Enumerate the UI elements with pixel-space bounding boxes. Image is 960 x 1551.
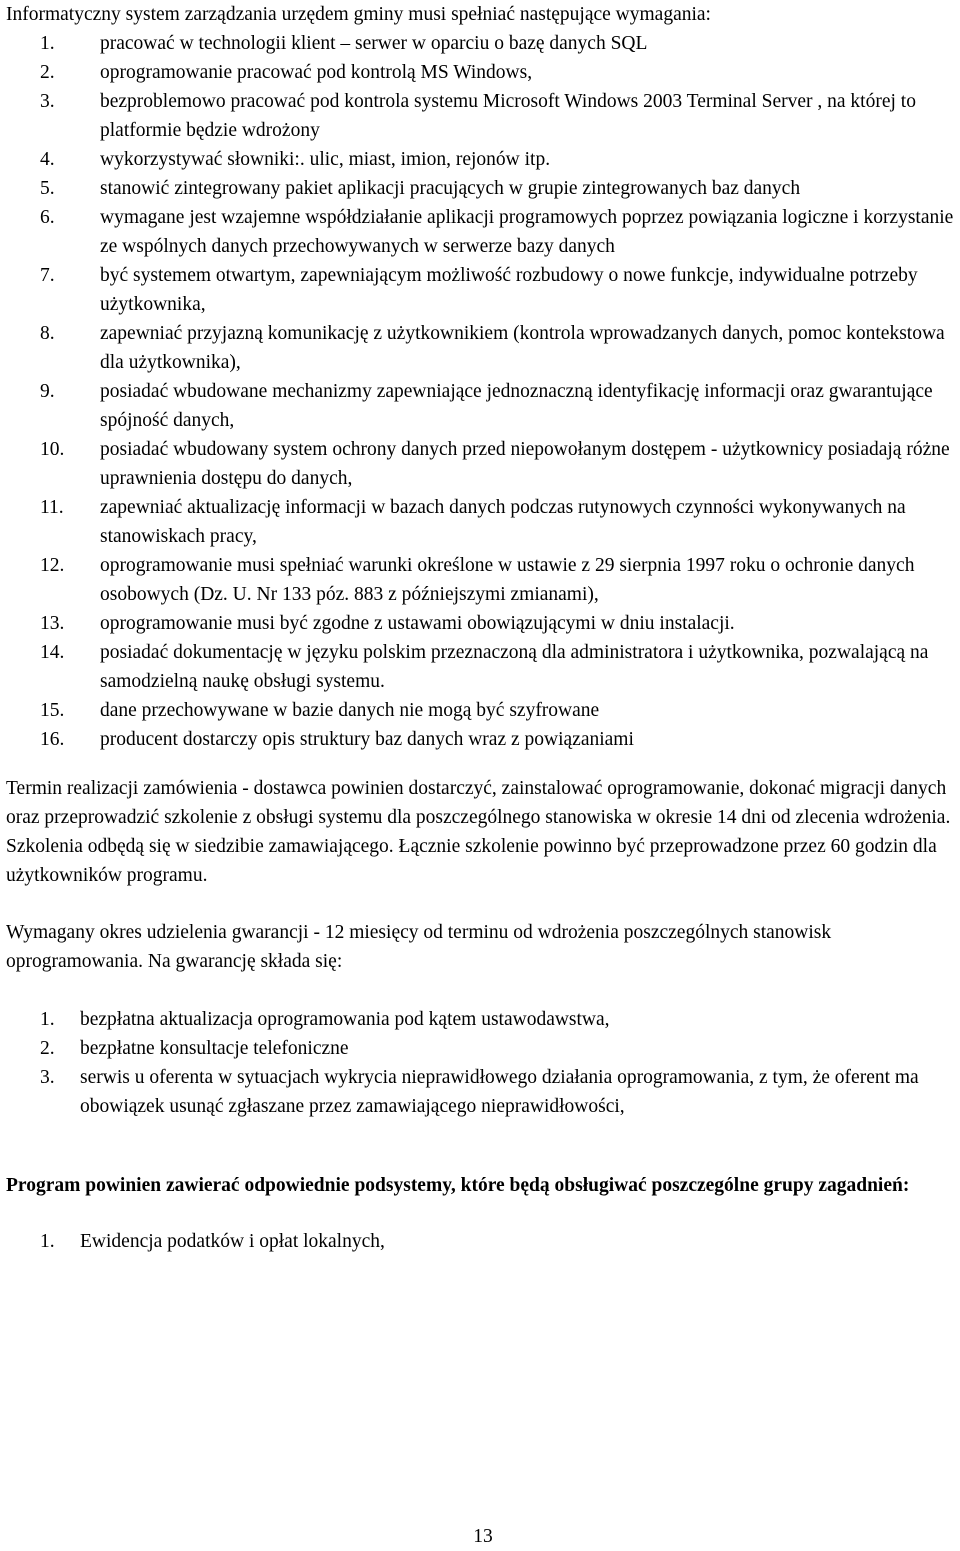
document-page (6, 0, 956, 1256)
item-text: zapewniać przyjazną komunikację z użytkownikiem (kontrola wprowadzanych danych, pomoc kontekstowa dla użytkownika), (100, 323, 945, 373)
intro-text: Informatyczny system zarządzania urzędem gminy musi spełniać następujące wymagania: (6, 4, 711, 25)
term-paragraph: Termin realizacji zamówienia - dostawca powinien dostarczyć, zainstalować oprogramowanie, dokonać migracji danych oraz przeprowadzić szkolenie z obsługi systemu dla poszczególnego stanowiska w okresie 14 dni od zlecenia wdrożenia. Szkolenia odbędą się w siedzibie zamawiającego. Łącznie szkolenie powinno być przeprowadzone przez 60 godzin dla użytkowników programu. (6, 778, 951, 886)
item-text: posiadać wbudowany system ochrony danych przed niepowołanym dostępem - użytkownicy posiadają różne uprawnienia dostępu do danych, (100, 439, 950, 489)
list-item (6, 1034, 956, 1063)
item-text: oprogramowanie pracować pod kontrolą MS Windows, (100, 62, 533, 83)
item-number: 13. (40, 613, 65, 634)
item-text: bezproblemowo pracować pod kontrola systemu Microsoft Windows 2003 Terminal Server , na której to platformie będzie wdrożony (100, 91, 916, 141)
page-number: 13 (473, 1526, 493, 1547)
item-text: posiadać dokumentację w języku polskim przeznaczoną dla administratora i użytkownika, pozwalającą na samodzielną naukę obsługi systemu. (100, 642, 929, 692)
item-text: oprogramowanie musi spełniać warunki określone w ustawie z 29 sierpnia 1997 roku o ochronie danych osobowych (Dz. U. Nr 133 póz. 883 z późniejszymi zmianami), (100, 555, 915, 605)
item-text: dane przechowywane w bazie danych nie mogą być szyfrowane (100, 700, 600, 721)
item-number: 14. (40, 642, 65, 663)
item-text: stanowić zintegrowany pakiet aplikacji pracujących w grupie zintegrowanych baz danych (100, 178, 801, 199)
item-number: 2. (40, 62, 55, 83)
list-item (6, 551, 956, 609)
item-text: zapewniać aktualizację informacji w bazach danych podczas rutynowych czynności wykonywanych na stanowiskach pracy, (100, 497, 906, 547)
list-item (6, 29, 956, 58)
list-item (6, 319, 956, 377)
item-text: Ewidencja podatków i opłat lokalnych, (80, 1231, 385, 1252)
list-item (6, 435, 956, 493)
item-number: 8. (40, 323, 55, 344)
list-item (6, 203, 956, 261)
item-number: 15. (40, 700, 65, 721)
item-number: 5. (40, 178, 55, 199)
subsystems-heading: Program powinien zawierać odpowiednie podsystemy, które będą obsługiwać poszczególne grupy zagadnień: (6, 1175, 910, 1196)
list-item (6, 696, 956, 725)
list-item (6, 725, 956, 754)
list-item (6, 1063, 956, 1121)
item-number: 2. (40, 1038, 55, 1059)
list-item (6, 377, 956, 435)
list-item (6, 145, 956, 174)
item-text: bezpłatna aktualizacja oprogramowania pod kątem ustawodawstwa, (80, 1009, 610, 1030)
list-item (6, 58, 956, 87)
item-text: oprogramowanie musi być zgodne z ustawami obowiązującymi w dniu instalacji. (100, 613, 735, 634)
subsystems-list (6, 1227, 956, 1256)
warranty-list (6, 1005, 956, 1121)
item-number: 11. (40, 497, 64, 518)
item-number: 16. (40, 729, 65, 750)
item-text: wykorzystywać słowniki:. ulic, miast, imion, rejonów itp. (100, 149, 551, 170)
item-number: 1. (40, 1231, 55, 1252)
requirements-list (6, 29, 956, 754)
list-item (6, 638, 956, 696)
list-item (6, 1227, 956, 1256)
item-number: 3. (40, 91, 55, 112)
item-text: pracować w technologii klient – serwer w oparciu o bazę danych SQL (100, 33, 648, 54)
item-number: 7. (40, 265, 55, 286)
list-item (6, 174, 956, 203)
item-text: wymagane jest wzajemne współdziałanie aplikacji programowych poprzez powiązania logiczne i korzystanie ze wspólnych danych przechowywanych w serwerze bazy danych (100, 207, 954, 257)
item-number: 1. (40, 1009, 55, 1030)
item-text: posiadać wbudowane mechanizmy zapewniające jednoznaczną identyfikację informacji oraz gwarantujące spójność danych, (100, 381, 933, 431)
item-text: być systemem otwartym, zapewniającym możliwość rozbudowy o nowe funkcje, indywidualne potrzeby użytkownika, (100, 265, 918, 315)
item-text: serwis u oferenta w sytuacjach wykrycia nieprawidłowego działania oprogramowania, z tym, że oferent ma obowiązek usunąć zgłaszane przez zamawiającego nieprawidłowości, (80, 1067, 919, 1117)
item-number: 4. (40, 149, 55, 170)
list-item (6, 609, 956, 638)
item-number: 1. (40, 33, 55, 54)
list-item (6, 87, 956, 145)
item-number: 12. (40, 555, 65, 576)
list-item (6, 493, 956, 551)
item-text: bezpłatne konsultacje telefoniczne (80, 1038, 349, 1059)
warranty-paragraph: Wymagany okres udzielenia gwarancji - 12 miesięcy od terminu od wdrożenia poszczególnych stanowisk oprogramowania. Na gwarancję składa się: (6, 922, 832, 972)
item-number: 6. (40, 207, 55, 228)
item-number: 3. (40, 1067, 55, 1088)
item-number: 10. (40, 439, 65, 460)
item-text: producent dostarczy opis struktury baz danych wraz z powiązaniami (100, 729, 634, 750)
list-item (6, 261, 956, 319)
item-number: 9. (40, 381, 55, 402)
list-item (6, 1005, 956, 1034)
